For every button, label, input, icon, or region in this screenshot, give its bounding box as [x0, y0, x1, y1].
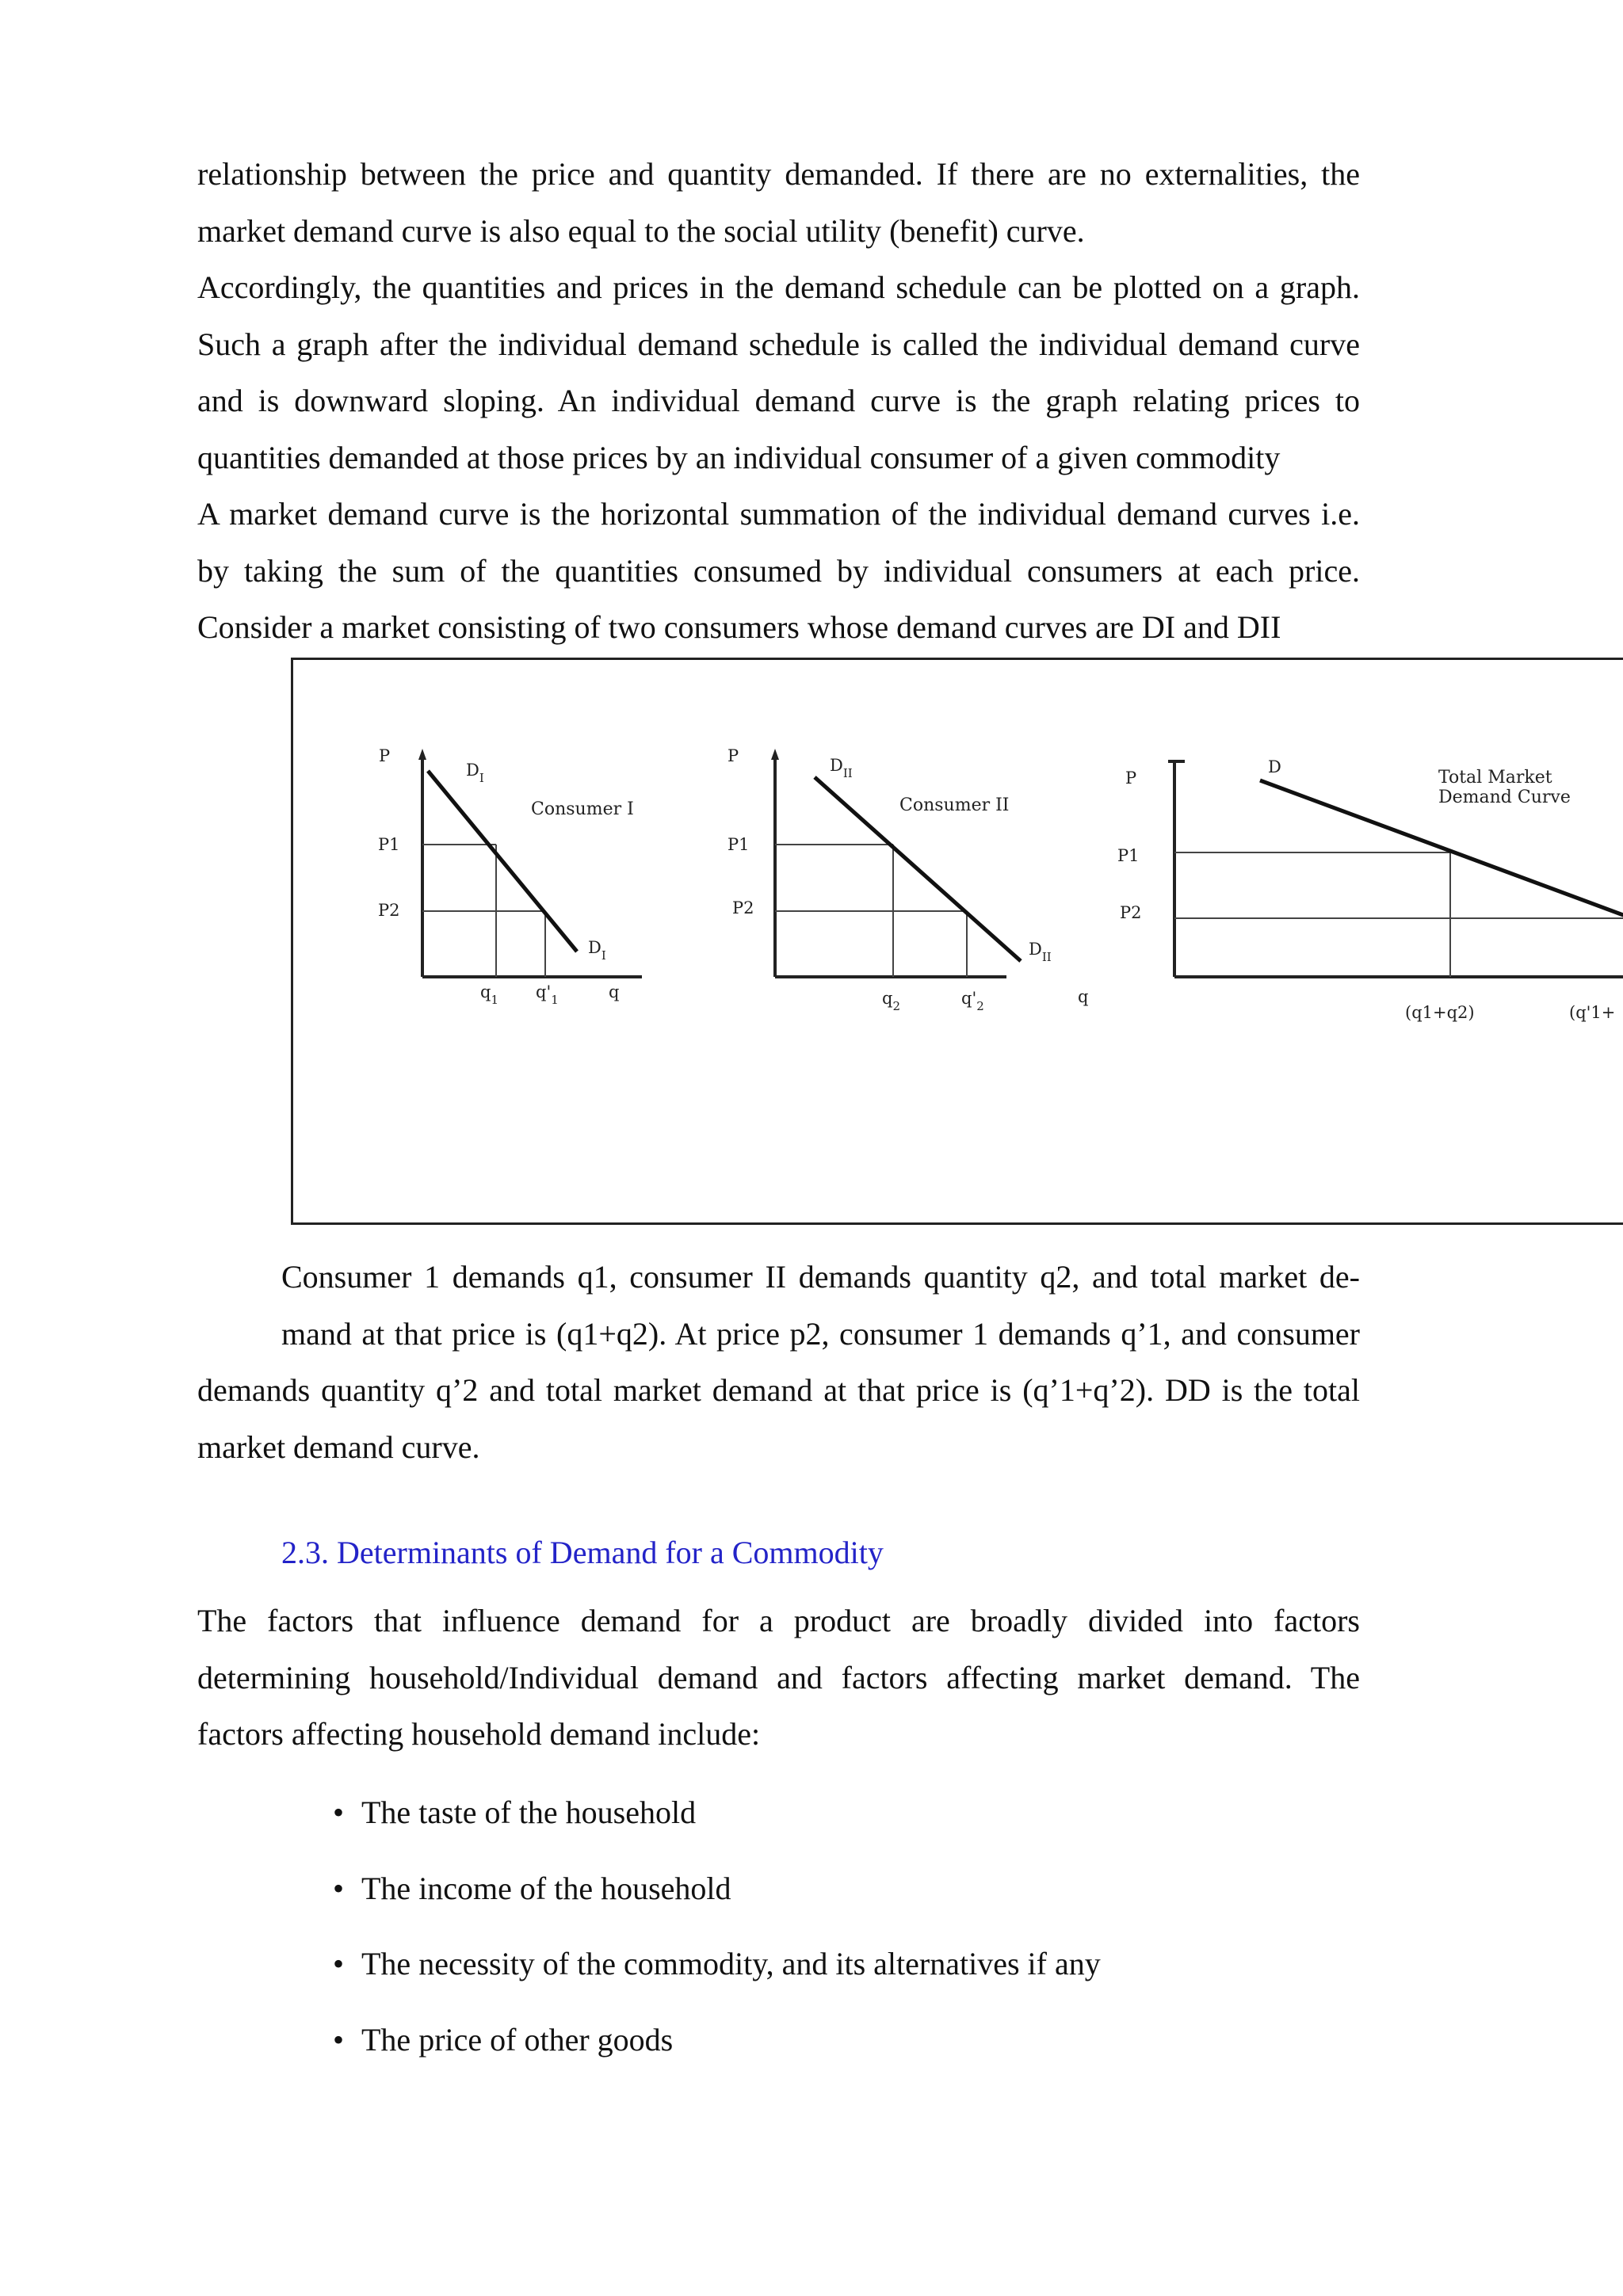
text-line: Consumer 1 demands q1, consumer II demands quantity q2, and total market de-	[281, 1259, 1360, 1295]
list-item	[333, 1940, 1101, 2016]
household-demand-factors-list	[333, 1789, 1101, 2092]
curve-label-top: $D_{II}$	[830, 756, 853, 780]
p2-label: P2	[378, 901, 400, 920]
list-item-text: The taste of the household	[361, 1794, 697, 1830]
text-line: by taking the sum of the quantities consumed by individual consumers at each price.	[197, 552, 1360, 589]
q2-prime-label: $q'_2$	[961, 989, 984, 1013]
text-line: A market demand curve is the horizontal summation of the individual demand curves i.e.	[197, 496, 1360, 532]
p2-label: P2	[732, 898, 754, 917]
p1-label: P1	[1117, 846, 1140, 865]
text-line: quantities demanded at those prices by an individual consumer of a given commodity	[197, 439, 1281, 475]
list-item-text: The necessity of the commodity, and its alternatives if any	[361, 1946, 1101, 1981]
text-line: Accordingly, the quantities and prices in the demand schedule can be plotted on a graph.	[197, 269, 1360, 305]
list-item	[333, 1789, 1101, 1865]
list-item-text: The income of the household	[361, 1870, 731, 1906]
curve-label-bottom: $D_I$	[588, 938, 606, 963]
text-line: market demand curve is also equal to the social utility (benefit) curve.	[197, 212, 1085, 249]
q1-prime-label: $q'_1$	[536, 982, 559, 1007]
demand-curves-diagram	[293, 660, 1623, 1225]
panel-title: Consumer I	[531, 799, 634, 819]
text-line: The factors that influence demand for a product are broadly divided into factors	[197, 1603, 1360, 1638]
q2-label: $q_2$	[882, 989, 900, 1013]
q-axis-label: q	[609, 982, 620, 1001]
q-axis-label: q	[1078, 987, 1089, 1006]
section-heading: 2.3. Determinants of Demand for a Commodity	[281, 1535, 884, 1570]
bullet-icon: •	[333, 1870, 345, 1906]
demand-curves-figure	[291, 658, 1623, 1225]
p-axis-label: P	[1125, 769, 1137, 788]
panel-title: Consumer II	[899, 795, 1010, 815]
figure-explanation	[197, 1249, 1360, 1475]
panel-consumer-2	[727, 746, 1088, 1013]
p-axis-arrow	[418, 749, 426, 760]
p-axis-label: P	[379, 746, 391, 765]
panel-total-market	[1117, 757, 1623, 1022]
panel-consumer-1	[378, 746, 642, 1007]
panel-title-line2: Demand Curve	[1438, 788, 1571, 807]
q-sum-prime-label: (q'1+	[1569, 1003, 1616, 1022]
text-line: relationship between the price and quantity demanded. If there are no externalities, the	[197, 156, 1360, 192]
p-axis-label: P	[727, 746, 739, 765]
curve-label-top: $D_I$	[466, 761, 484, 785]
q1-label: $q_1$	[480, 982, 498, 1007]
text-line: and is downward sloping. An individual demand curve is the graph relating prices to	[197, 383, 1360, 418]
bullet-icon: •	[333, 1946, 345, 1981]
panel-title-line1: Total Market	[1438, 768, 1552, 788]
p1-label: P1	[378, 835, 400, 854]
curve-label-top: D	[1268, 757, 1281, 776]
intro-paragraph	[197, 146, 1360, 656]
text-line: demands quantity q’2 and total market demand at that price is (q’1+q’2). DD is the total	[197, 1372, 1360, 1408]
list-item-text: The price of other goods	[361, 2021, 674, 2058]
text-line: determining household/Individual demand and factors affecting market demand. The	[197, 1659, 1360, 1695]
curve-label-bottom: $D_{II}$	[1029, 940, 1052, 964]
p1-label: P1	[727, 835, 750, 854]
bullet-icon: •	[333, 2021, 345, 2058]
p2-label: P2	[1120, 903, 1142, 922]
q-sum-label: (q1+q2)	[1405, 1003, 1475, 1022]
text-line: Such a graph after the individual demand schedule is called the individual demand curve	[197, 326, 1360, 362]
section-paragraph	[197, 1592, 1360, 1763]
bullet-icon: •	[333, 1794, 345, 1830]
demand-curve-DI	[428, 771, 577, 952]
list-item	[333, 1865, 1101, 1941]
text-line: mand at that price is (q1+q2). At price p2, consumer 1 demands q’1, and consumer	[281, 1315, 1360, 1352]
text-line: market demand curve.	[197, 1428, 480, 1465]
text-line: Consider a market consisting of two consumers whose demand curves are DI and DII	[197, 609, 1281, 645]
list-item	[333, 2016, 1101, 2092]
text-line: factors affecting household demand include:	[197, 1716, 761, 1752]
p-axis-arrow	[771, 749, 779, 760]
